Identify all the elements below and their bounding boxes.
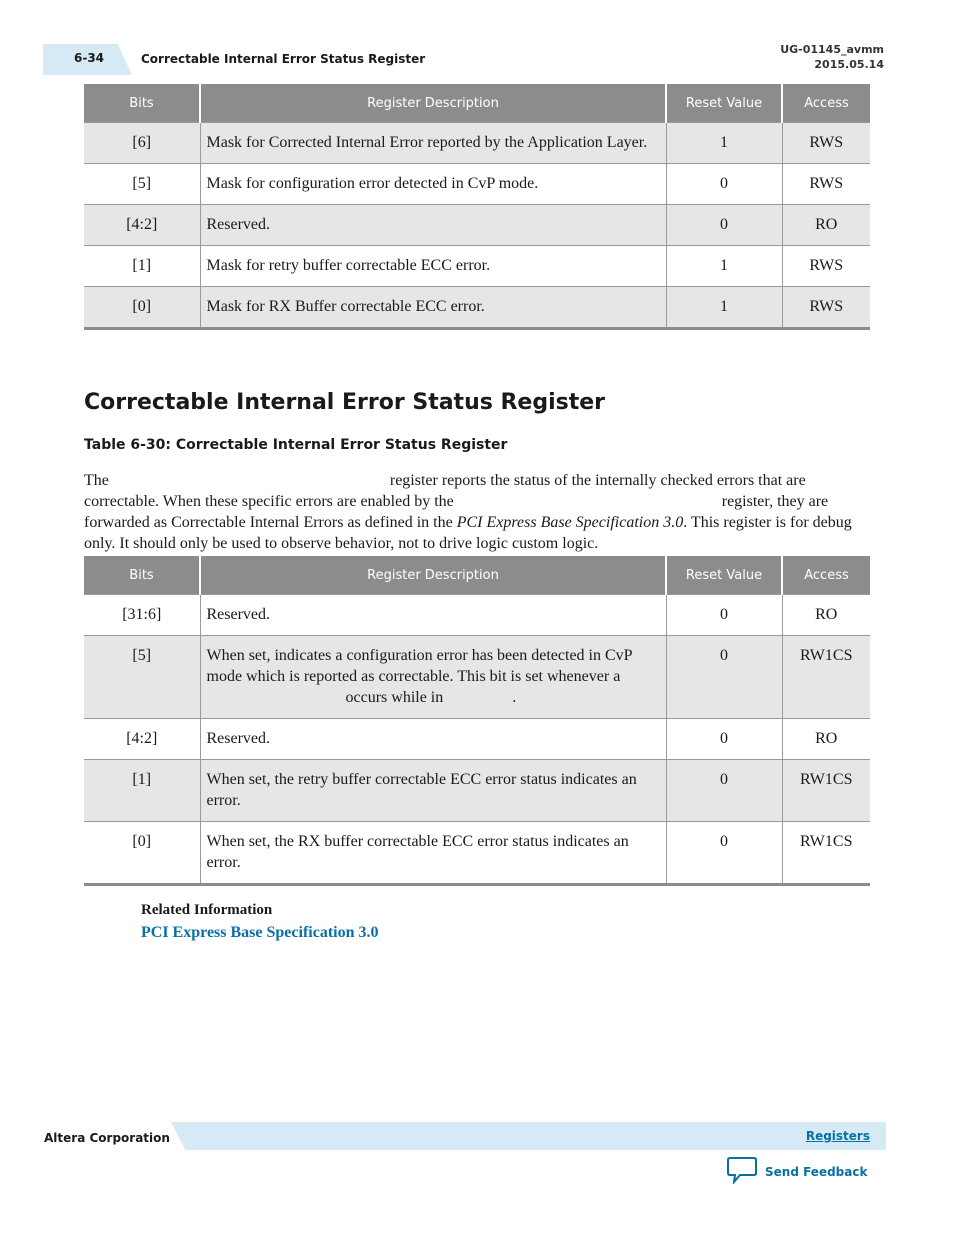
- page-number: 6-34: [74, 51, 105, 65]
- table-row: [84, 205, 870, 246]
- cell-description: Reserved.: [200, 205, 666, 246]
- description-text-c: .: [512, 689, 517, 706]
- column-header-description: Register Description: [200, 556, 666, 595]
- cell-access: RWS: [782, 123, 870, 164]
- table-row: [84, 760, 870, 822]
- running-title: Correctable Internal Error Status Register: [141, 52, 426, 66]
- cell-description: Reserved.: [200, 595, 666, 636]
- column-header-reset: Reset Value: [666, 84, 782, 123]
- column-header-bits: Bits: [84, 84, 200, 123]
- intro-text-3: register, they are forwarded as Correctable Internal Errors as defined in the: [84, 493, 829, 531]
- cell-reset: 0: [666, 595, 782, 636]
- send-feedback-button[interactable]: [727, 1158, 867, 1186]
- cell-reset: 1: [666, 246, 782, 287]
- cell-bits: [1]: [84, 246, 200, 287]
- intro-paragraph: [84, 470, 870, 554]
- cell-bits: [31:6]: [84, 595, 200, 636]
- cell-access: RW1CS: [782, 636, 870, 719]
- table-row: [84, 636, 870, 719]
- cell-bits: [5]: [84, 164, 200, 205]
- table-caption: Table 6-30: Correctable Internal Error Status Register: [84, 437, 508, 453]
- section-heading: Correctable Internal Error Status Register: [84, 390, 606, 415]
- table-row: [84, 719, 870, 760]
- cell-bits: [1]: [84, 760, 200, 822]
- table-row: [84, 822, 870, 885]
- intro-text-4: . This register is for debug only. It should only be used to observe behavior, not to drive logic custom logic.: [84, 514, 852, 552]
- cell-description: Mask for Corrected Internal Error reported by the Application Layer.: [200, 123, 666, 164]
- table-row: [84, 246, 870, 287]
- cell-bits: [4:2]: [84, 205, 200, 246]
- cell-description: Mask for configuration error detected in CvP mode.: [200, 164, 666, 205]
- table-row: [84, 287, 870, 329]
- cell-access: RWS: [782, 246, 870, 287]
- mask-register-table: [84, 84, 870, 330]
- doc-id-block: [780, 42, 884, 72]
- cell-description: Mask for RX Buffer correctable ECC error.: [200, 287, 666, 329]
- cell-access: RWS: [782, 164, 870, 205]
- cell-bits: [0]: [84, 822, 200, 885]
- cell-reset: 0: [666, 205, 782, 246]
- cell-bits: [6]: [84, 123, 200, 164]
- cell-access: RW1CS: [782, 760, 870, 822]
- table-row: [84, 595, 870, 636]
- cell-bits: [5]: [84, 636, 200, 719]
- spec-title: PCI Express Base Specification 3.0: [456, 514, 684, 531]
- cell-description: Reserved.: [200, 719, 666, 760]
- column-header-access: Access: [782, 556, 870, 595]
- cell-reset: 0: [666, 760, 782, 822]
- related-information-title: Related Information: [141, 902, 273, 918]
- cell-bits: [0]: [84, 287, 200, 329]
- cell-description: When set, the RX buffer correctable ECC error status indicates an error.: [200, 822, 666, 885]
- table-header-row: [84, 84, 870, 123]
- description-text-b: occurs while in: [345, 689, 444, 706]
- cell-description: [200, 636, 666, 719]
- cell-bits: [4:2]: [84, 719, 200, 760]
- footer-band: [171, 1122, 886, 1150]
- send-feedback-label: Send Feedback: [765, 1165, 868, 1179]
- doc-id: UG-01145_avmm: [780, 43, 884, 56]
- cell-reset: 1: [666, 123, 782, 164]
- column-header-description: Register Description: [200, 84, 666, 123]
- cell-description: When set, the retry buffer correctable ECC error status indicates an error.: [200, 760, 666, 822]
- cell-reset: 0: [666, 636, 782, 719]
- column-header-access: Access: [782, 84, 870, 123]
- footer-company: Altera Corporation: [44, 1131, 170, 1145]
- cell-reset: 1: [666, 287, 782, 329]
- cell-reset: 0: [666, 822, 782, 885]
- column-header-bits: Bits: [84, 556, 200, 595]
- cell-description: Mask for retry buffer correctable ECC error.: [200, 246, 666, 287]
- column-header-reset: Reset Value: [666, 556, 782, 595]
- pci-spec-link[interactable]: PCI Express Base Specification 3.0: [141, 924, 379, 941]
- cell-access: RO: [782, 205, 870, 246]
- cell-access: RWS: [782, 287, 870, 329]
- intro-text-2: register reports the status of the internally checked errors that are correctable. When these specific errors are enabled by the: [84, 472, 806, 510]
- intro-text-1: The: [84, 472, 109, 489]
- cell-reset: 0: [666, 719, 782, 760]
- cell-access: RO: [782, 719, 870, 760]
- description-text-a: When set, indicates a configuration error has been detected in CvP mode which is reported as correctable. This bit is set whenever a: [206, 647, 632, 685]
- footer-chapter-link[interactable]: Registers: [805, 1129, 870, 1143]
- table-row: [84, 164, 870, 205]
- speech-bubble-icon: [727, 1156, 757, 1189]
- cell-reset: 0: [666, 164, 782, 205]
- table-row: [84, 123, 870, 164]
- status-register-table: [84, 556, 870, 886]
- cell-access: RW1CS: [782, 822, 870, 885]
- table-header-row: [84, 556, 870, 595]
- cell-access: RO: [782, 595, 870, 636]
- doc-date: 2015.05.14: [814, 58, 884, 71]
